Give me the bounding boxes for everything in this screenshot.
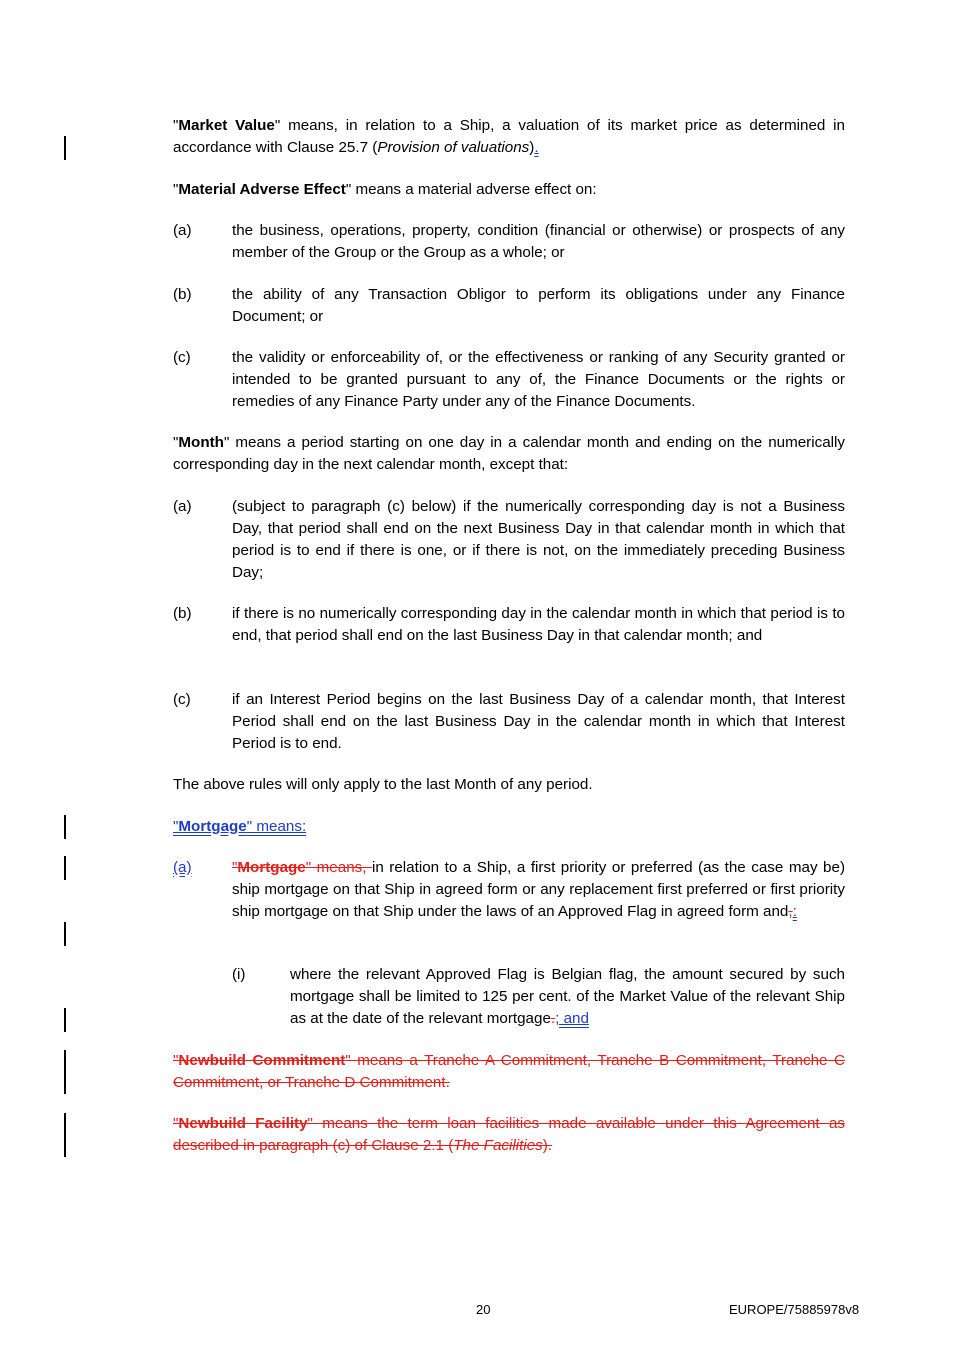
list-item: [173, 347, 845, 413]
list-label: (b): [173, 605, 192, 622]
inserted-text: :: [792, 903, 797, 920]
definition-material-adverse-effect: "Material Adverse Effect" means a material adverse effect on:: [173, 181, 597, 198]
list-item: [173, 220, 845, 264]
defined-term: Mortgage: [178, 818, 247, 835]
change-bar: [64, 815, 66, 839]
page-number: 20: [476, 1302, 491, 1317]
definition-market-value: "Market Value" means, in relation to a Ship, a valuation of its market price as determined in accordance with Clause 25.7 (Provision of valuations).: [173, 117, 845, 156]
list-item: [173, 284, 845, 328]
list-item: [173, 496, 845, 584]
list-text: where the relevant Approved Flag is Belgian flag, the amount secured by such mortgage shall be limited to 125 per cent. of the Market Value of the relevant Ship as at the date of the relevant mortgage.; and: [290, 966, 845, 1027]
clause-reference: Provision of valuations: [377, 139, 530, 156]
list-label: (c): [173, 691, 191, 708]
change-bar: [64, 1050, 66, 1094]
list-item: [173, 689, 845, 755]
deleted-text: ,: [788, 903, 793, 920]
clause-reference: The Facilities: [453, 1137, 543, 1154]
inserted-text: .: [534, 139, 539, 156]
change-bar: [64, 856, 66, 880]
list-label: (b): [173, 286, 192, 303]
defined-term: Material Adverse Effect: [178, 181, 346, 198]
list-text: if an Interest Period begins on the last Business Day of a calendar month, that Interest Period shall end on the last Business Day in the calendar month in which that Interest Period is to end.: [232, 691, 845, 752]
list-text: "Mortgage" means, in relation to a Ship, a first priority or preferred (as the case may be) ship mortgage on that Ship in agreed form or any replacement first preferred or first priority ship mortgage on that Ship under the laws of an Approved Flag in agreed form and,:: [232, 859, 845, 920]
document-reference: EUROPE/75885978v8: [729, 1302, 860, 1317]
sub-list-item: [232, 964, 845, 1030]
change-bar: [64, 1113, 66, 1157]
deleted-term: Mortgage: [237, 859, 306, 876]
list-text: if there is no numerically corresponding day in the calendar month in which that period is to end, that period shall end on the last Business Day in that calendar month; and: [232, 605, 845, 644]
list-label: (a): [173, 859, 192, 876]
definition-newbuild-facility: "Newbuild Facility" means the term loan facilities made available under this Agreement as described in paragraph (c) of Clause 2.1 (The Facilities).: [173, 1115, 845, 1154]
defined-term: Market Value: [178, 117, 275, 134]
list-item: [173, 857, 845, 923]
month-closing-note: The above rules will only apply to the last Month of any period.: [173, 776, 593, 793]
list-text: (subject to paragraph (c) below) if the numerically corresponding day is not a Business Day, that period shall end on the next Business Day in that calendar month in which that period is to end if there is one, or if there is not, on the immediately preceding Business Day;: [232, 498, 845, 581]
inserted-text: ; and: [555, 1010, 589, 1027]
definition-mortgage-heading: "Mortgage" means:: [173, 818, 307, 835]
deleted-term: Newbuild Commitment: [178, 1052, 346, 1069]
list-label: (i): [232, 966, 246, 983]
change-bar: [64, 922, 66, 946]
change-bar: [64, 136, 66, 160]
list-label: (a): [173, 222, 192, 239]
list-label: (a): [173, 498, 192, 515]
list-text: the business, operations, property, condition (financial or otherwise) or prospects of any member of the Group or the Group as a whole; or: [232, 222, 845, 261]
deleted-term: Newbuild Facility: [178, 1115, 308, 1132]
list-text: the ability of any Transaction Obligor to perform its obligations under any Finance Document; or: [232, 286, 845, 325]
defined-term: Month: [178, 434, 224, 451]
definition-newbuild-commitment: "Newbuild Commitment" means a Tranche A Commitment, Tranche B Commitment, Tranche C Commitment, or Tranche D Commitment.: [173, 1052, 845, 1091]
list-text: the validity or enforceability of, or the effectiveness or ranking of any Security granted or intended to be granted pursuant to any of, the Finance Documents or the rights or remedies of any Finance Party under any of the Finance Documents.: [232, 349, 845, 410]
deleted-text: .: [550, 1010, 556, 1027]
list-label: (c): [173, 349, 191, 366]
change-bar: [64, 1008, 66, 1032]
definition-month: "Month" means a period starting on one day in a calendar month and ending on the numerically corresponding day in the next calendar month, except that:: [173, 434, 845, 473]
list-item: [173, 603, 845, 647]
